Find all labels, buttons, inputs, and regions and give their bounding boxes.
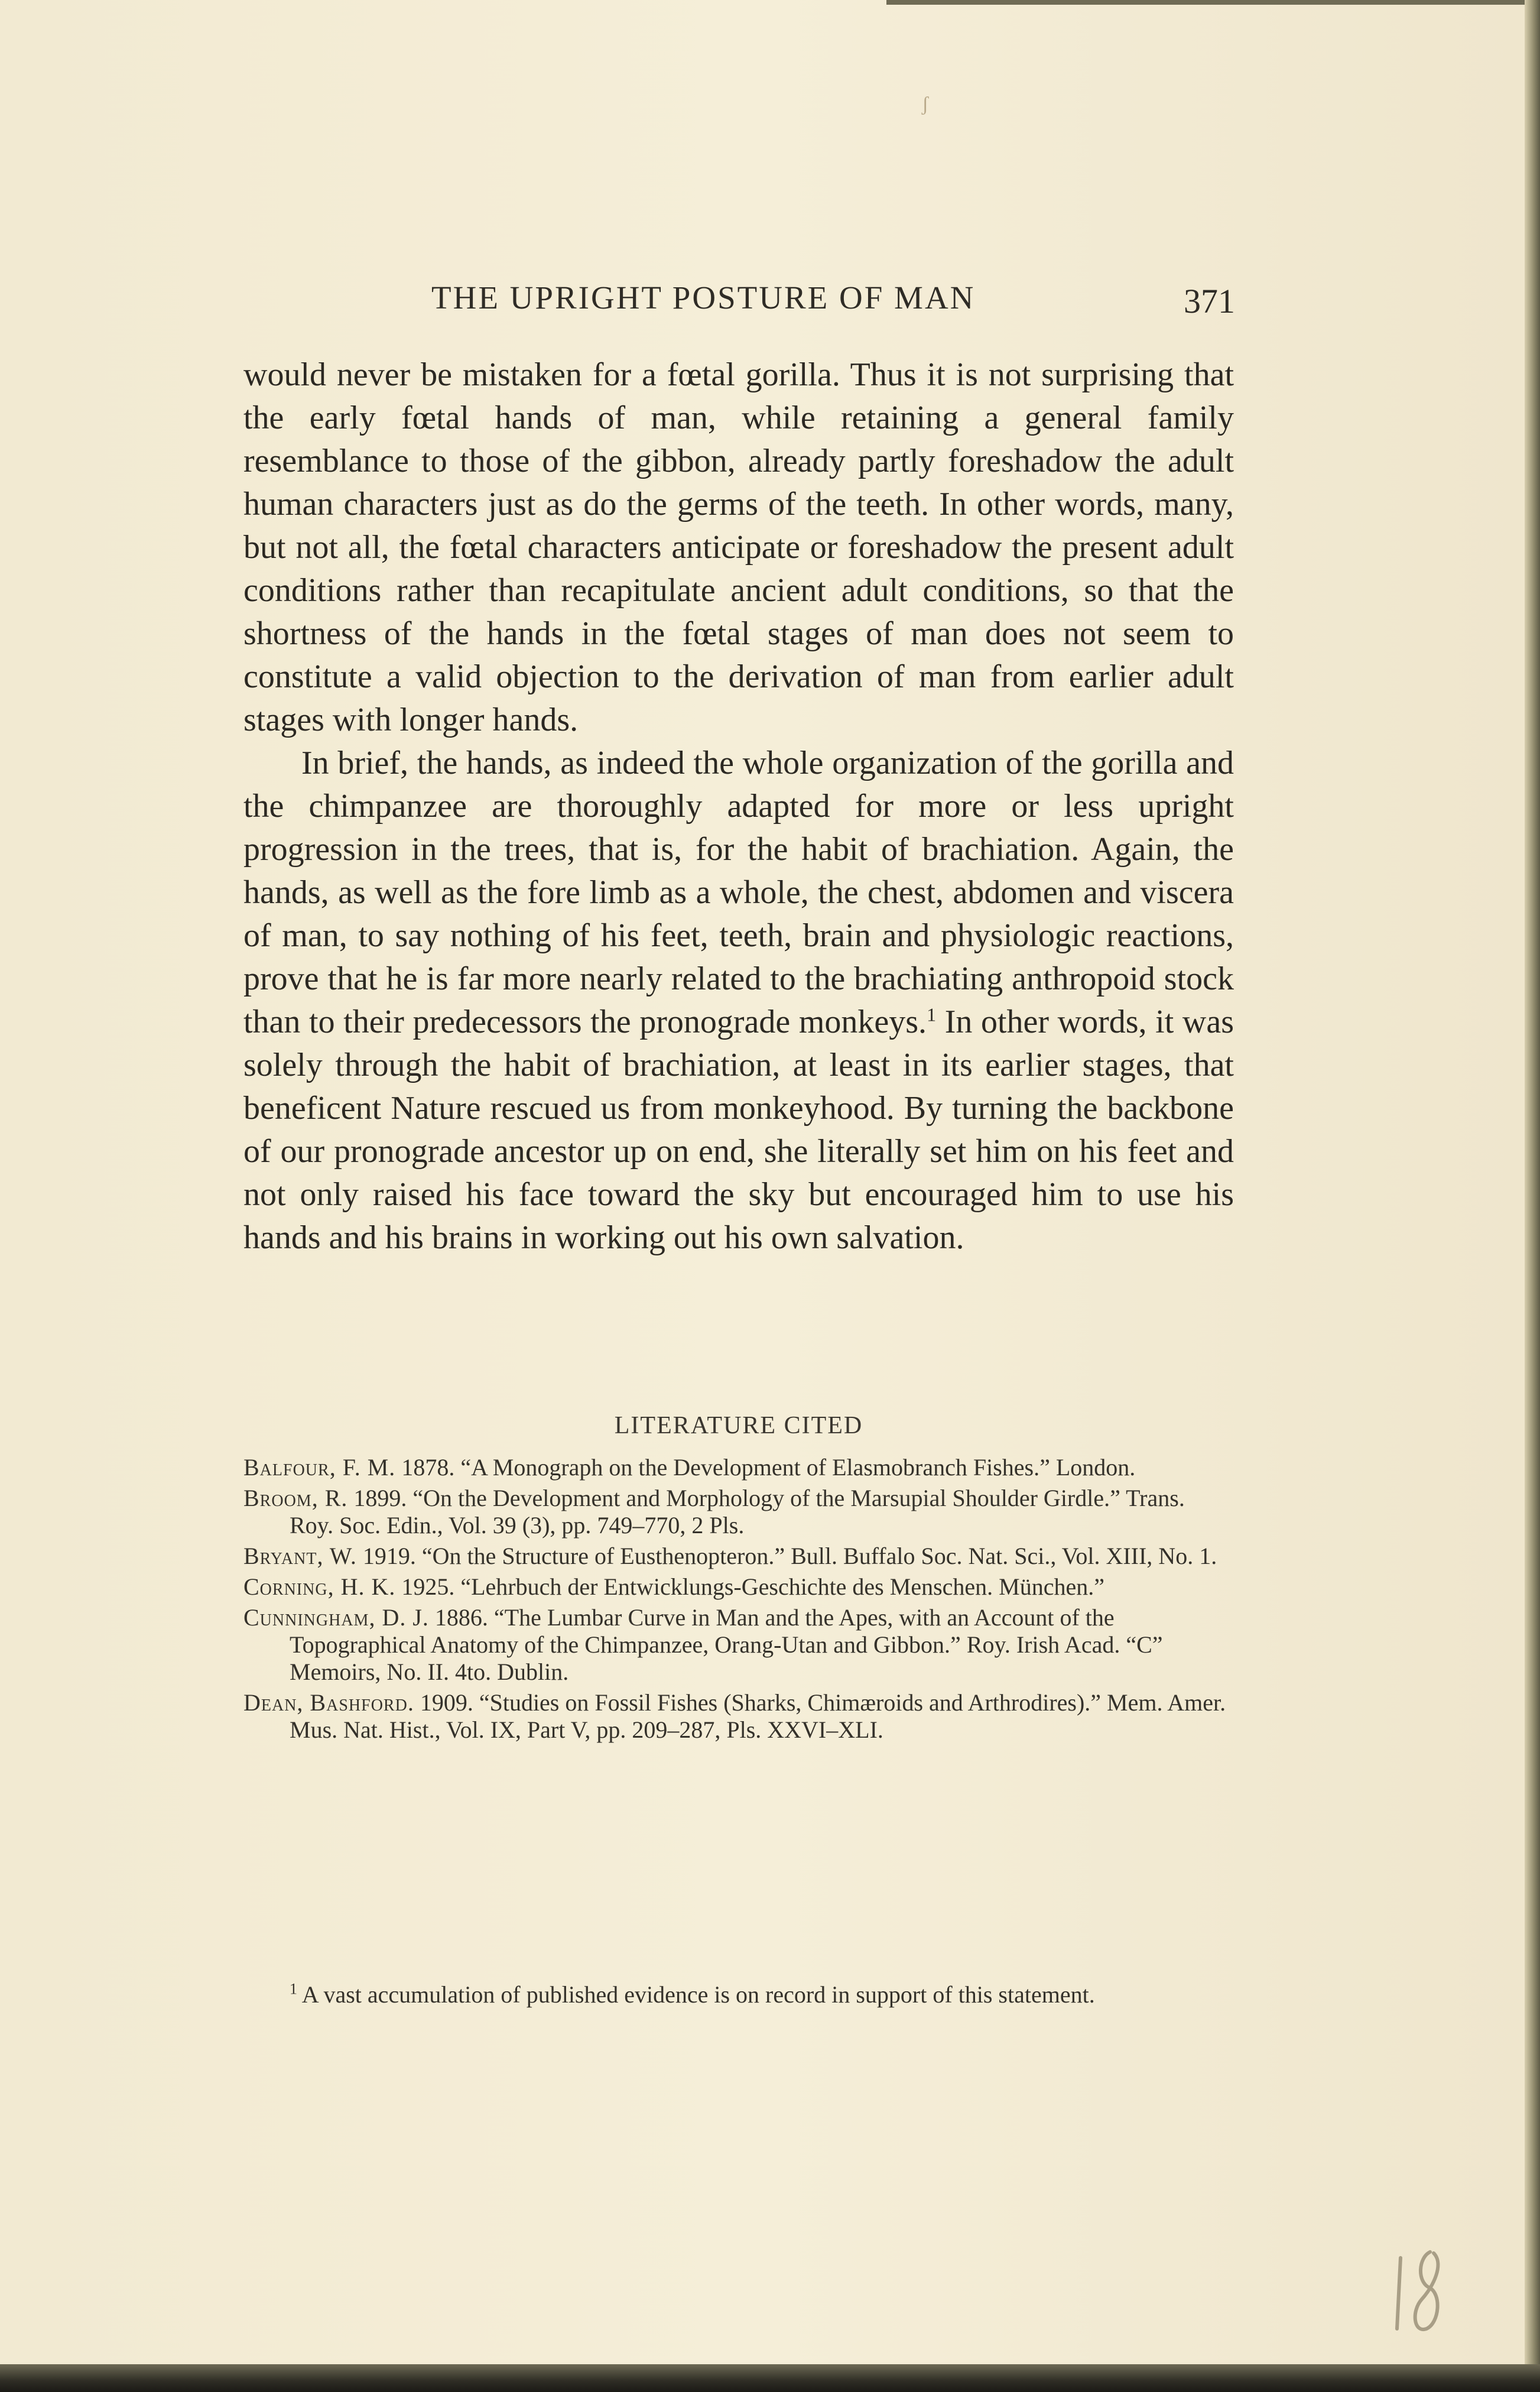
- literature-heading: LITERATURE CITED: [614, 1412, 863, 1439]
- reference-author: Dean, Bashford.: [243, 1689, 414, 1716]
- page-number: 371: [1184, 282, 1235, 320]
- reference-item: [243, 1573, 1234, 1601]
- reference-item: [243, 1454, 1234, 1481]
- page-right-edge: [1525, 0, 1540, 2392]
- footnote-mark: 1: [290, 1980, 297, 1998]
- reference-text: 1919. “On the Structure of Eusthenopteron.” Bull. Buffalo Soc. Nat. Sci., Vol. XIII, No. 1.: [362, 1543, 1217, 1569]
- paragraph-2-text: In brief, the hands, as indeed the whole organization of the gorilla and the chimpanzee are thoroughly adapted for more or less upright progression in the trees, that is, for the habit of brachiation. Again, the hands, as well as the fore limb as a whole, the chest, abdomen and viscera of man, to say nothing of his feet, teeth, brain and physiologic reactions, prove that he is far more nearly related to the brachiating anthropoid stock than to their predecessors the pronograde monkeys.: [243, 745, 1234, 1040]
- reference-text: 1925. “Lehrbuch der Entwicklungs-Geschichte des Menschen. München.”: [401, 1573, 1104, 1600]
- footnote-text: A vast accumulation of published evidence is on record in support of this statement.: [301, 1981, 1095, 2008]
- reference-author: Bryant, W.: [243, 1543, 357, 1569]
- footnote-reference: 1: [927, 1004, 937, 1025]
- handwritten-page-number: [1383, 2240, 1454, 2341]
- page-bottom-edge: [0, 2364, 1540, 2392]
- paragraph-1: would never be mistaken for a fœtal gorilla. Thus it is not surprising that the early fœtal hands of man, while retaining a general family resemblance to those of the gibbon, already partly foreshadow the adult human characters just as do the germs of the teeth. In other words, many, but not all, the fœtal characters anticipate or foreshadow the present adult conditions rather than recapitulate ancient adult conditions, so that the shortness of the hands in the fœtal stages of man does not seem to constitute a valid objection to the derivation of man from earlier adult stages with longer hands.: [243, 356, 1234, 738]
- paragraph-2: [243, 742, 1234, 1260]
- reference-text: 1878. “A Monograph on the Development of Elasmobranch Fishes.” London.: [401, 1454, 1136, 1481]
- reference-item: [243, 1689, 1234, 1744]
- reference-text: 1909. “Studies on Fossil Fishes (Sharks, Chimæroids and Arthrodires).” Mem. Amer. Mus. Nat. Hist., Vol. IX, Part V, pp. 209–287, Pls. XXVI–XLI.: [290, 1689, 1226, 1743]
- margin-tick-mark: ʃ: [922, 93, 929, 115]
- body-text: [243, 353, 1234, 1260]
- reference-author: Broom, R.: [243, 1485, 348, 1511]
- reference-text: 1886. “The Lumbar Curve in Man and the Apes, with an Account of the Topographical Anatomy of the Chimpanzee, Orang-Utan and Gibbon.” Roy. Irish Acad. “C” Memoirs, No. II. 4to. Dublin.: [290, 1604, 1163, 1685]
- reference-item: [243, 1604, 1234, 1686]
- reference-author: Corning, H. K.: [243, 1573, 396, 1600]
- handwritten-18-drawing: [1383, 2240, 1454, 2341]
- reference-author: Cunningham, D. J.: [243, 1604, 429, 1631]
- reference-text: 1899. “On the Development and Morphology of the Marsupial Shoulder Girdle.” Trans. Roy. Soc. Edin., Vol. 39 (3), pp. 749–770, 2 Pls.: [290, 1485, 1185, 1539]
- running-head: [431, 279, 1235, 320]
- paragraph-2-continued: In other words, it was solely through the habit of brachiation, at least in its earlier stages, that beneficent Nature rescued us from monkeyhood. By turning the backbone of our pronograde ancestor up on end, she literally set him on his feet and not only raised his face toward the sky but encouraged him to use his hands and his brains in working out his own salvation.: [243, 1004, 1234, 1256]
- footnote: [243, 1981, 1234, 2008]
- reference-list: [243, 1454, 1234, 1747]
- reference-author: Balfour, F. M.: [243, 1454, 396, 1481]
- page-top-edge: [886, 0, 1540, 5]
- running-title: THE UPRIGHT POSTURE OF MAN: [431, 280, 976, 316]
- reference-item: [243, 1543, 1234, 1570]
- reference-item: [243, 1485, 1234, 1539]
